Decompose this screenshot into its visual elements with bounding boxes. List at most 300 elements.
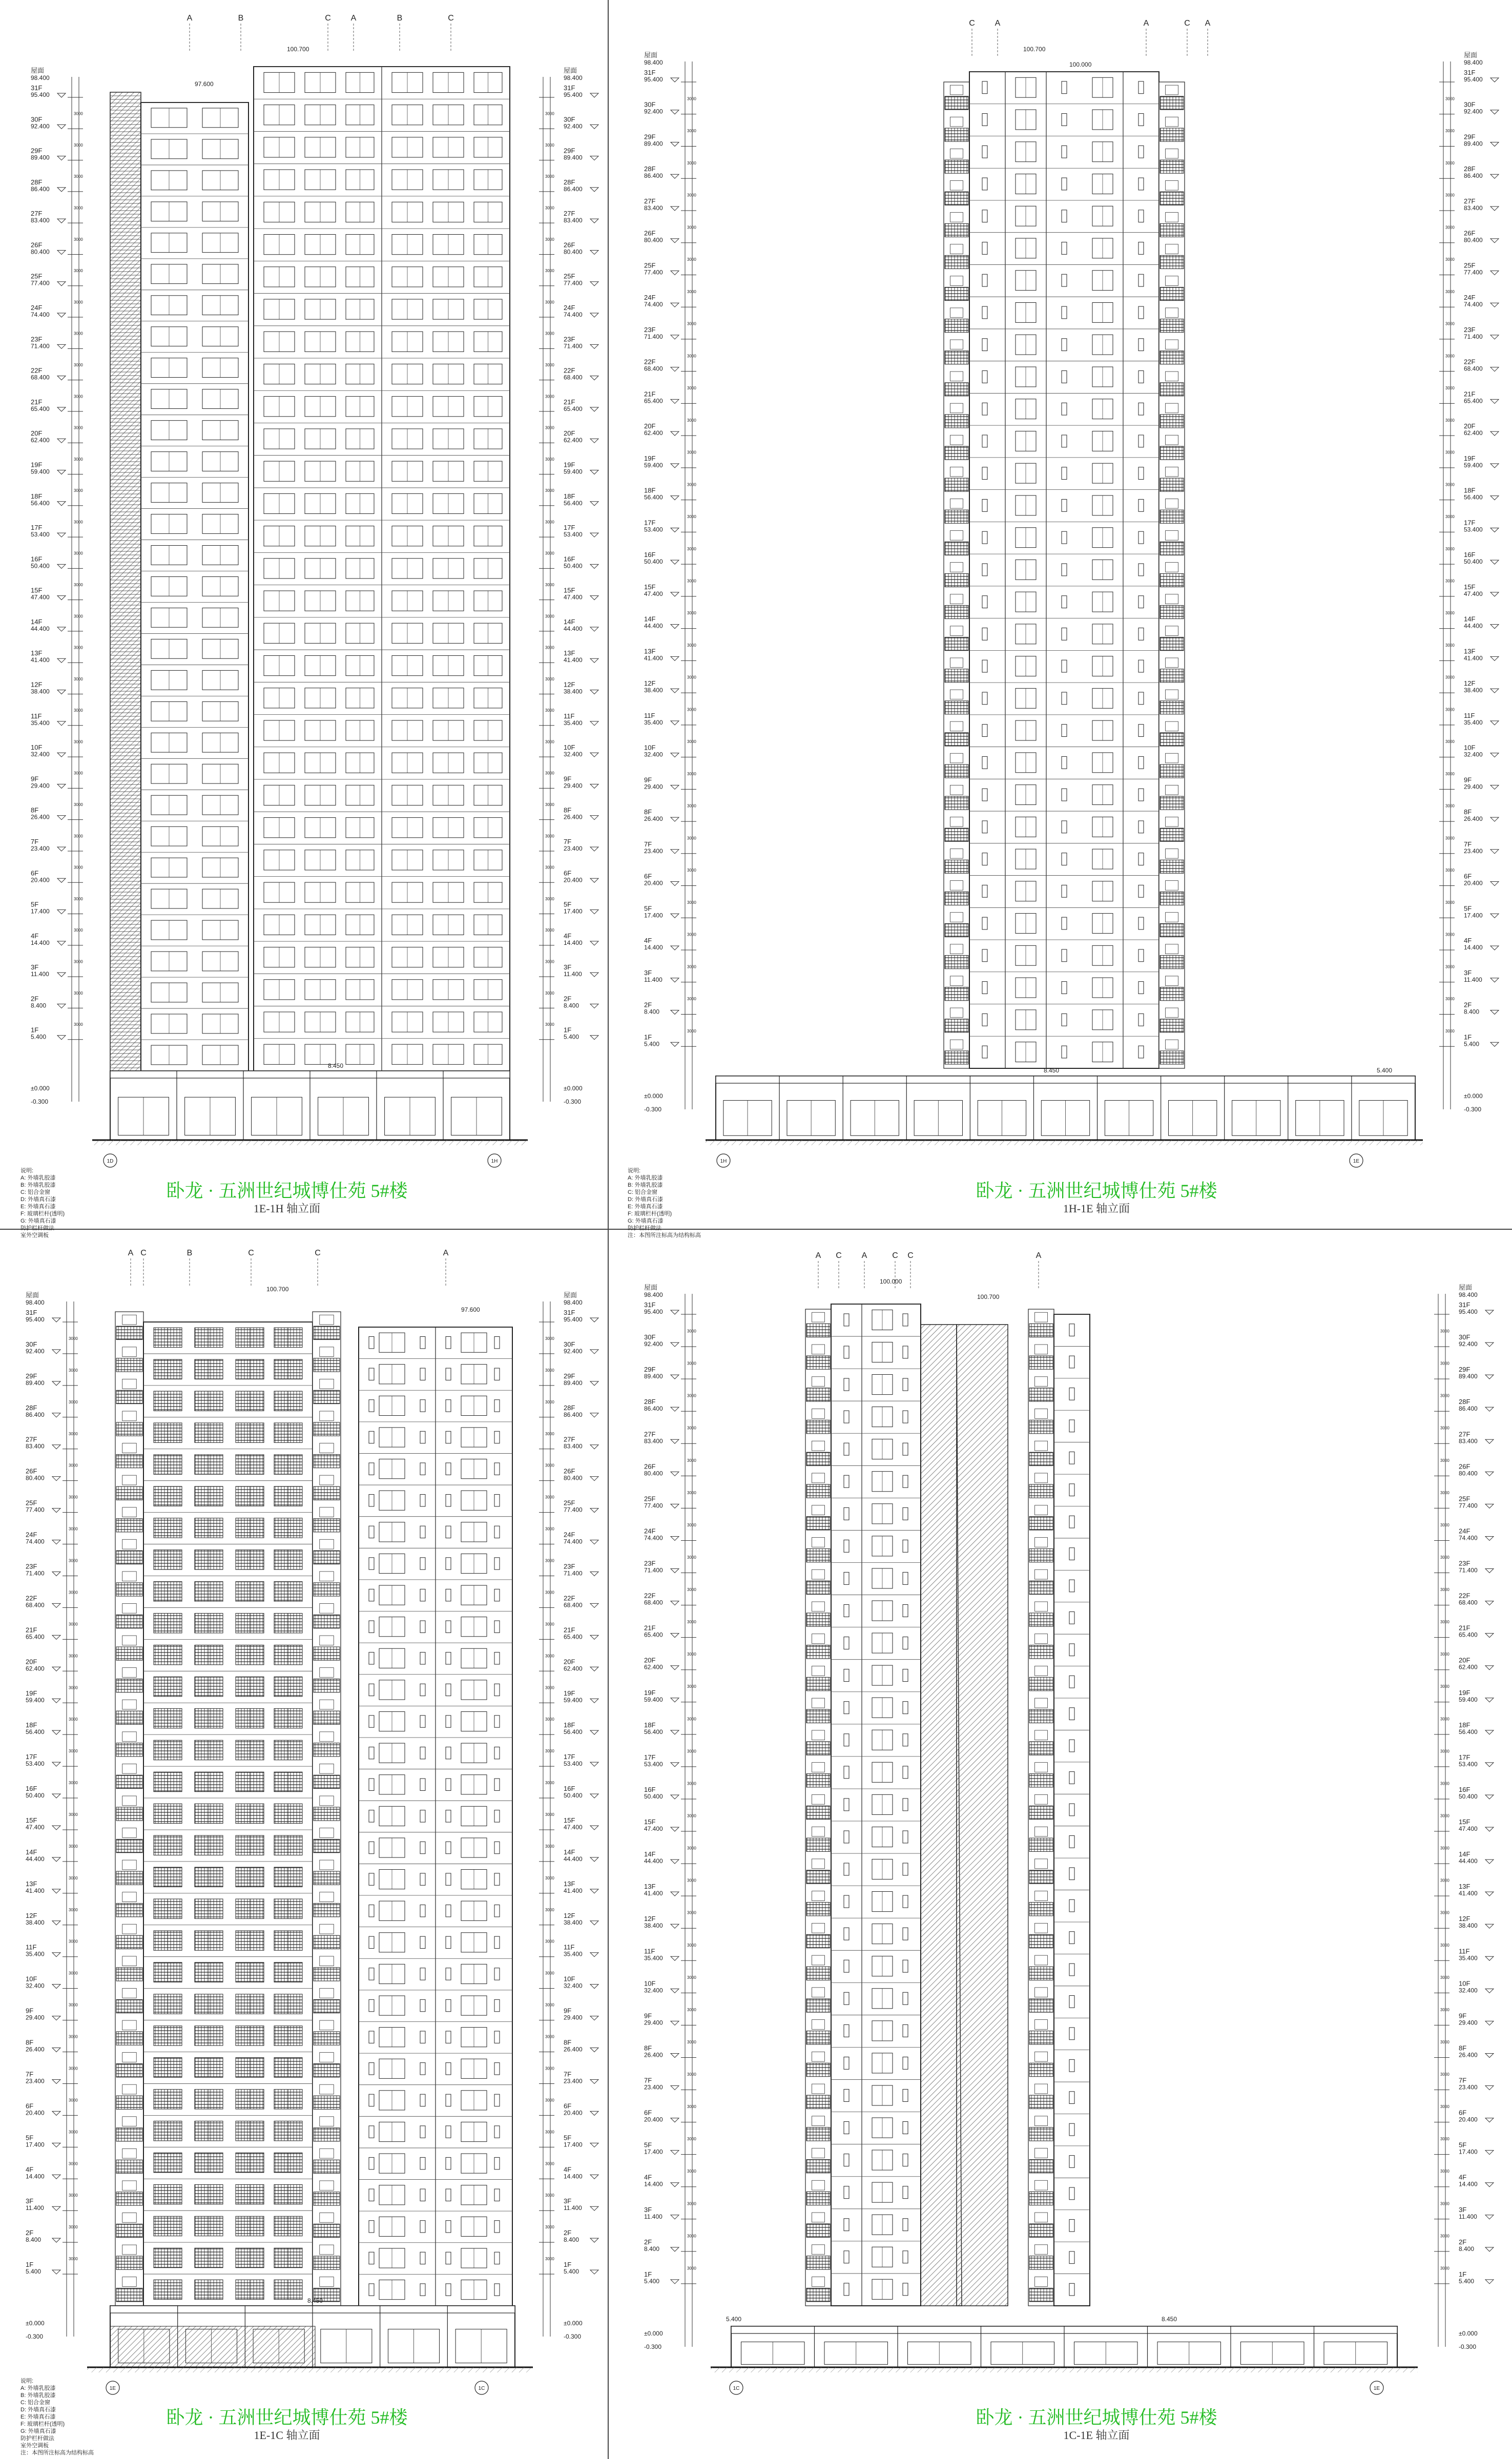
balcony-rail — [1029, 2095, 1053, 2109]
small-window — [369, 2031, 374, 2043]
level-marker — [1485, 1439, 1494, 1443]
floor-elevation: 35.400 — [644, 718, 663, 726]
small-window — [1138, 756, 1144, 769]
floor-label: 31F — [26, 1309, 37, 1316]
floor-elevation: 8.400 — [644, 2245, 660, 2253]
balcony-window — [950, 1008, 963, 1018]
floor-label: 9F — [564, 2007, 572, 2015]
small-window — [1138, 821, 1144, 833]
small-window — [369, 2221, 374, 2233]
floor-height-dim: 3000 — [687, 482, 696, 487]
level-marker — [1485, 1569, 1494, 1573]
floor-height-dim: 3000 — [1445, 675, 1455, 680]
floor-label: 19F — [1459, 1688, 1470, 1697]
floor-height-dim: 3000 — [687, 771, 696, 776]
roof-elevation: 98.400 — [1459, 1291, 1478, 1298]
floor-label: 10F — [26, 1975, 37, 1983]
floor-height-dim: 3000 — [74, 645, 83, 650]
small-window — [844, 1475, 849, 1487]
floor-elevation: 95.400 — [644, 1308, 663, 1315]
floor-height-dim: 3000 — [1445, 386, 1455, 391]
small-window — [844, 1992, 849, 2005]
level-marker — [1490, 946, 1499, 950]
balcony-window — [1035, 1345, 1048, 1354]
balcony-window — [1035, 2213, 1048, 2222]
floor-elevation: 44.400 — [564, 1855, 583, 1863]
floor-height-dim: 3000 — [545, 1495, 554, 1500]
floor-elevation: 5.400 — [564, 1033, 579, 1041]
floor-height-dim: 3000 — [687, 611, 696, 616]
balcony-rail — [1160, 987, 1184, 1001]
floor-elevation: 95.400 — [644, 76, 663, 83]
small-window — [1062, 210, 1067, 222]
balcony-rail — [806, 2031, 830, 2044]
small-window — [1062, 146, 1067, 158]
balcony-rail — [1160, 701, 1184, 714]
floor-label: 15F — [26, 1816, 37, 1824]
floor-label: 26F — [1464, 229, 1476, 237]
level-marker — [1490, 303, 1499, 307]
small-window — [446, 1336, 451, 1348]
floor-label: 30F — [644, 100, 656, 109]
balcony-window — [1166, 658, 1178, 668]
roof-level-label: 屋面 — [564, 1291, 577, 1299]
floor-label: 13F — [1459, 1883, 1470, 1891]
level-marker — [1490, 850, 1499, 854]
level-marker — [57, 878, 66, 882]
level-marker — [1490, 142, 1499, 146]
balcony-rail — [1029, 1517, 1053, 1530]
material-tag: A — [350, 14, 357, 23]
material-tag: C — [1184, 19, 1190, 28]
note-item: E: 外墙真石漆 — [628, 1204, 663, 1210]
floor-height-dim: 3000 — [687, 2039, 696, 2044]
level-ruler-left — [644, 1284, 696, 2350]
balcony-window — [1035, 1537, 1048, 1547]
level-marker — [671, 1763, 679, 1767]
floor-elevation: 56.400 — [564, 499, 583, 507]
small-window — [420, 2221, 425, 2233]
balcony-rail — [1160, 351, 1184, 364]
note-item: C: 铝合金窗 — [628, 1189, 658, 1195]
balcony-window — [1166, 1040, 1178, 1049]
balcony-rail — [1029, 1774, 1053, 1787]
balcony-rail — [1160, 573, 1184, 587]
small-window — [1062, 564, 1067, 576]
core-wall-hatch — [957, 1325, 1008, 2306]
floor-elevation: 53.400 — [564, 1760, 583, 1768]
floor-label: 2F — [26, 2229, 34, 2237]
floor-label: 16F — [644, 551, 656, 559]
small-window — [1062, 1046, 1067, 1058]
level-ruler-right — [539, 67, 598, 1105]
balcony-rail — [945, 542, 968, 555]
floor-height-dim: 3000 — [69, 1781, 78, 1786]
level-marker — [671, 978, 679, 982]
floor-label: 9F — [644, 776, 652, 784]
level-marker — [590, 407, 598, 411]
small-window — [420, 2252, 425, 2264]
material-tags — [128, 1249, 449, 1286]
balcony-window — [122, 1796, 137, 1806]
balcony-window — [122, 2148, 137, 2158]
balcony-window — [122, 1379, 137, 1389]
small-window — [494, 1368, 500, 1380]
level-ruler-right — [1434, 1284, 1494, 2350]
floor-height-dim: 3000 — [687, 1878, 696, 1883]
floor-elevation: 65.400 — [26, 1633, 45, 1641]
floor-elevation: 86.400 — [31, 185, 50, 193]
floor-elevation: 50.400 — [564, 1792, 583, 1800]
floor-label: 24F — [1459, 1527, 1470, 1535]
floor-label: 20F — [1459, 1656, 1470, 1664]
level-marker — [671, 1956, 679, 1960]
level-marker — [52, 1318, 60, 1322]
floor-label: 2F — [31, 995, 39, 1003]
floor-label: 24F — [564, 304, 575, 312]
base-elevation: -0.300 — [1464, 1106, 1482, 1113]
note-item: D: 外墙真石漆 — [628, 1196, 664, 1203]
floor-elevation: 62.400 — [564, 437, 583, 444]
floor-elevation: 35.400 — [1459, 1954, 1478, 1962]
balcony-rail — [116, 1968, 142, 1981]
level-marker — [671, 1634, 679, 1638]
floor-height-dim: 3000 — [687, 1393, 696, 1398]
balcony-window — [812, 1312, 825, 1322]
notes-heading: 说明: — [20, 2378, 34, 2384]
floor-height-dim: 3000 — [687, 836, 696, 841]
floor-elevation: 29.400 — [564, 2014, 583, 2021]
panel-title-4: 卧龙 · 五洲世纪城博仕苑 5#楼 — [976, 2407, 1217, 2428]
floor-label: 20F — [564, 1658, 575, 1666]
small-window — [494, 1905, 500, 1917]
floor-label: 8F — [1464, 808, 1472, 816]
podium-top-elevation: 8.450 — [307, 2297, 323, 2304]
floor-label: 8F — [31, 806, 39, 814]
floor-label: 16F — [1459, 1785, 1470, 1793]
small-window — [844, 1443, 849, 1455]
balcony-window — [122, 1507, 137, 1517]
balcony-rail — [806, 1934, 830, 1948]
level-marker — [52, 1540, 60, 1544]
floor-elevation: 95.400 — [1464, 76, 1483, 83]
level-marker — [671, 2086, 679, 2090]
balcony-window — [1035, 1794, 1048, 1804]
balcony-rail — [314, 1486, 340, 1500]
balcony-rail — [314, 1615, 340, 1628]
floor-label: 18F — [564, 1721, 575, 1729]
balcony-rail — [1160, 192, 1184, 205]
small-window — [844, 1863, 849, 1875]
tower — [143, 1322, 313, 2306]
balcony-rail — [945, 796, 968, 810]
level-marker — [57, 407, 66, 411]
floor-elevation: 8.400 — [1459, 2245, 1475, 2253]
balcony-rail — [116, 1583, 142, 1596]
floor-elevation: 56.400 — [1464, 493, 1483, 501]
floor-height-dim: 3000 — [545, 1336, 554, 1341]
balcony-rail — [806, 1806, 830, 1819]
balcony-window — [1166, 371, 1178, 381]
floor-height-dim: 3000 — [687, 1975, 696, 1980]
small-window — [1138, 274, 1144, 286]
floor-elevation: 20.400 — [644, 2116, 663, 2123]
balcony-rail — [1029, 1903, 1053, 1916]
axis-label: 1H — [720, 1159, 727, 1164]
floor-label: 11F — [564, 712, 575, 720]
balcony-rail — [116, 1647, 142, 1660]
axis-bubble — [730, 2381, 743, 2394]
balcony-rail — [1029, 1484, 1053, 1498]
small-window — [903, 2283, 908, 2296]
small-window — [1062, 178, 1067, 190]
level-marker — [1490, 592, 1499, 596]
floor-height-dim: 3000 — [687, 1587, 696, 1593]
balcony-window — [1035, 2180, 1048, 2190]
small-window — [446, 1621, 451, 1633]
level-marker — [671, 2118, 679, 2122]
balcony-window — [1166, 403, 1178, 413]
floor-elevation: 83.400 — [644, 204, 663, 212]
ground-elevation: ±0.000 — [1459, 2330, 1478, 2337]
floor-height-dim: 3000 — [545, 739, 554, 745]
level-marker — [590, 1794, 598, 1798]
floor-height-dim: 3000 — [687, 386, 696, 391]
floor-elevation: 8.400 — [26, 2236, 42, 2244]
balcony-rail — [314, 2160, 340, 2173]
floor-height-dim: 3000 — [1440, 1652, 1449, 1657]
small-window — [982, 242, 987, 255]
floor-height-dim: 3000 — [687, 1781, 696, 1786]
floor-height-dim: 3000 — [545, 425, 554, 430]
small-window — [420, 1810, 425, 1822]
small-window — [903, 1475, 908, 1487]
floor-elevation: 29.400 — [26, 2014, 45, 2021]
floor-height-dim: 3000 — [1440, 2072, 1449, 2077]
balcony-window — [812, 1698, 825, 1708]
small-window — [982, 660, 987, 672]
level-marker — [1490, 496, 1499, 500]
floor-elevation: 68.400 — [564, 1601, 583, 1609]
floor-elevation: 14.400 — [31, 939, 50, 946]
floor-elevation: 59.400 — [31, 468, 50, 476]
floor-height-dim: 3000 — [545, 300, 554, 305]
small-window — [844, 1928, 849, 1940]
small-window — [1069, 1772, 1074, 1784]
floor-label: 12F — [1459, 1915, 1470, 1923]
floor-label: 21F — [26, 1626, 37, 1634]
level-marker — [1490, 271, 1499, 275]
floor-height-dim: 3000 — [1440, 1522, 1449, 1527]
floor-height-dim: 3000 — [1445, 771, 1455, 776]
level-marker — [52, 1953, 60, 1957]
level-marker — [671, 174, 679, 178]
balcony-rail — [806, 1324, 830, 1337]
floor-label: 30F — [1464, 100, 1476, 109]
small-window — [982, 274, 987, 286]
small-window — [903, 1863, 908, 1875]
balcony-rail — [806, 2063, 830, 2076]
ground — [92, 1140, 528, 1145]
floor-height-dim: 3000 — [74, 834, 83, 839]
balcony-rail — [116, 1999, 142, 2013]
small-window — [982, 210, 987, 222]
balcony-window — [320, 2053, 334, 2062]
floor-label: 12F — [1464, 679, 1476, 688]
level-marker — [671, 1924, 679, 1928]
material-tag: A — [995, 19, 1001, 28]
floor-height-dim: 3000 — [74, 928, 83, 933]
floor-height-dim: 3000 — [687, 160, 696, 166]
floor-label: 2F — [1464, 1001, 1472, 1009]
floor-label: 28F — [1459, 1398, 1470, 1406]
floor-label: 6F — [564, 2102, 572, 2110]
balcony-window — [122, 2053, 137, 2062]
floor-label: 24F — [564, 1531, 575, 1539]
notes-heading: 说明: — [628, 1168, 641, 1174]
floor-elevation: 71.400 — [1464, 333, 1483, 340]
floor-label: 7F — [564, 2070, 572, 2078]
floor-elevation: 68.400 — [31, 374, 50, 381]
level-marker — [671, 1472, 679, 1476]
floor-elevation: 89.400 — [1459, 1373, 1478, 1380]
floor-height-dim: 3000 — [69, 2130, 78, 2135]
small-window — [494, 1842, 500, 1853]
balcony-rail — [806, 2224, 830, 2237]
small-window — [982, 756, 987, 769]
floor-label: 26F — [31, 241, 43, 249]
level-marker — [590, 188, 598, 192]
floor-elevation: 62.400 — [644, 1663, 663, 1671]
level-marker — [1485, 2118, 1494, 2122]
level-marker — [590, 376, 598, 380]
small-window — [1062, 467, 1067, 480]
small-window — [420, 1621, 425, 1633]
balcony-window — [1166, 976, 1178, 986]
floor-height-dim: 3000 — [687, 2201, 696, 2206]
small-window — [446, 1842, 451, 1853]
floor-elevation: 20.400 — [26, 2109, 45, 2117]
small-window — [369, 1716, 374, 1727]
balcony-window — [1166, 817, 1178, 826]
balcony-rail — [314, 2128, 340, 2141]
small-window — [844, 1895, 849, 1908]
balcony-window — [320, 1443, 334, 1453]
floor-elevation: 26.400 — [1464, 815, 1483, 823]
top-elevation: 100.700 — [266, 1286, 289, 1293]
small-window — [982, 178, 987, 190]
floor-elevation: 80.400 — [1459, 1470, 1478, 1477]
floor-elevation: 89.400 — [31, 154, 50, 161]
small-window — [1069, 1612, 1074, 1624]
floor-label: 28F — [26, 1403, 37, 1412]
floor-label: 13F — [1464, 647, 1476, 655]
floor-elevation: 56.400 — [1459, 1728, 1478, 1735]
level-marker — [1485, 1827, 1494, 1831]
balcony-window — [122, 1700, 137, 1709]
floor-elevation: 44.400 — [644, 1857, 663, 1865]
roof-level-label: 屋面 — [26, 1291, 39, 1299]
floor-height-dim: 3000 — [1445, 868, 1455, 873]
balcony-window — [1035, 1377, 1048, 1387]
floor-height-dim: 3000 — [687, 2234, 696, 2239]
level-marker — [590, 2143, 598, 2147]
level-marker — [57, 910, 66, 914]
small-window — [1138, 146, 1144, 158]
small-window — [1062, 725, 1067, 737]
floor-label: 19F — [644, 454, 656, 462]
balcony-window — [122, 1732, 137, 1742]
floor-elevation: 92.400 — [564, 122, 583, 130]
balcony-rail — [1160, 828, 1184, 841]
level-ruler-left — [31, 67, 83, 1105]
floor-label: 9F — [1459, 2012, 1467, 2020]
small-window — [1062, 692, 1067, 705]
level-marker — [57, 282, 66, 286]
small-window — [420, 1873, 425, 1885]
balcony-rail — [1029, 1645, 1053, 1659]
balcony-rail — [945, 892, 968, 905]
floor-label: 20F — [564, 429, 575, 438]
balcony-window — [950, 881, 963, 891]
floor-label: 15F — [564, 586, 575, 594]
balcony-rail — [1029, 1967, 1053, 1980]
parapet-elevation: 97.600 — [195, 80, 214, 88]
floor-elevation: 95.400 — [26, 1316, 45, 1323]
balcony-rail — [116, 1615, 142, 1628]
small-window — [420, 1526, 425, 1538]
balcony-rail — [1160, 96, 1184, 110]
balcony-window — [320, 1956, 334, 1966]
floor-height-dim: 3000 — [1440, 1781, 1449, 1786]
level-marker — [1490, 464, 1499, 468]
podium-top-elevation: 8.450 — [1044, 1067, 1060, 1074]
floor-label: 21F — [644, 1624, 656, 1632]
balcony-window — [1166, 435, 1178, 445]
small-window — [1138, 1014, 1144, 1026]
roof-elevation: 98.400 — [564, 1299, 583, 1306]
level-marker — [1485, 1407, 1494, 1411]
parapet-elevation: 97.600 — [461, 1306, 480, 1313]
level-marker — [671, 1827, 679, 1831]
floor-elevation: 74.400 — [564, 1538, 583, 1545]
podium — [110, 1071, 510, 1140]
floor-elevation: 32.400 — [644, 751, 663, 758]
small-window — [369, 1936, 374, 1948]
small-window — [844, 2089, 849, 2101]
balcony-window — [320, 2148, 334, 2158]
small-window — [982, 885, 987, 897]
balcony-window — [122, 2277, 137, 2287]
floor-height-dim: 3000 — [1445, 354, 1455, 359]
floor-height-dim: 3000 — [545, 802, 554, 808]
floor-label: 31F — [564, 1309, 575, 1316]
balcony-rail — [314, 1519, 340, 1532]
small-window — [982, 628, 987, 640]
balcony-window — [320, 1603, 334, 1613]
balcony-column — [805, 1309, 831, 2306]
floor-elevation: 38.400 — [1459, 1922, 1478, 1930]
floor-elevation: 32.400 — [1464, 751, 1483, 758]
note-item: G: 外墙真石漆 — [20, 1218, 56, 1224]
floor-height-dim: 3000 — [545, 2257, 554, 2262]
small-window — [1062, 274, 1067, 286]
balcony-window — [320, 1475, 334, 1485]
floor-label: 14F — [644, 615, 656, 623]
floor-height-dim: 3000 — [687, 418, 696, 423]
note-item: 注：本图所注标高为结构标高 — [20, 2450, 94, 2456]
balcony-window — [1035, 1666, 1048, 1676]
